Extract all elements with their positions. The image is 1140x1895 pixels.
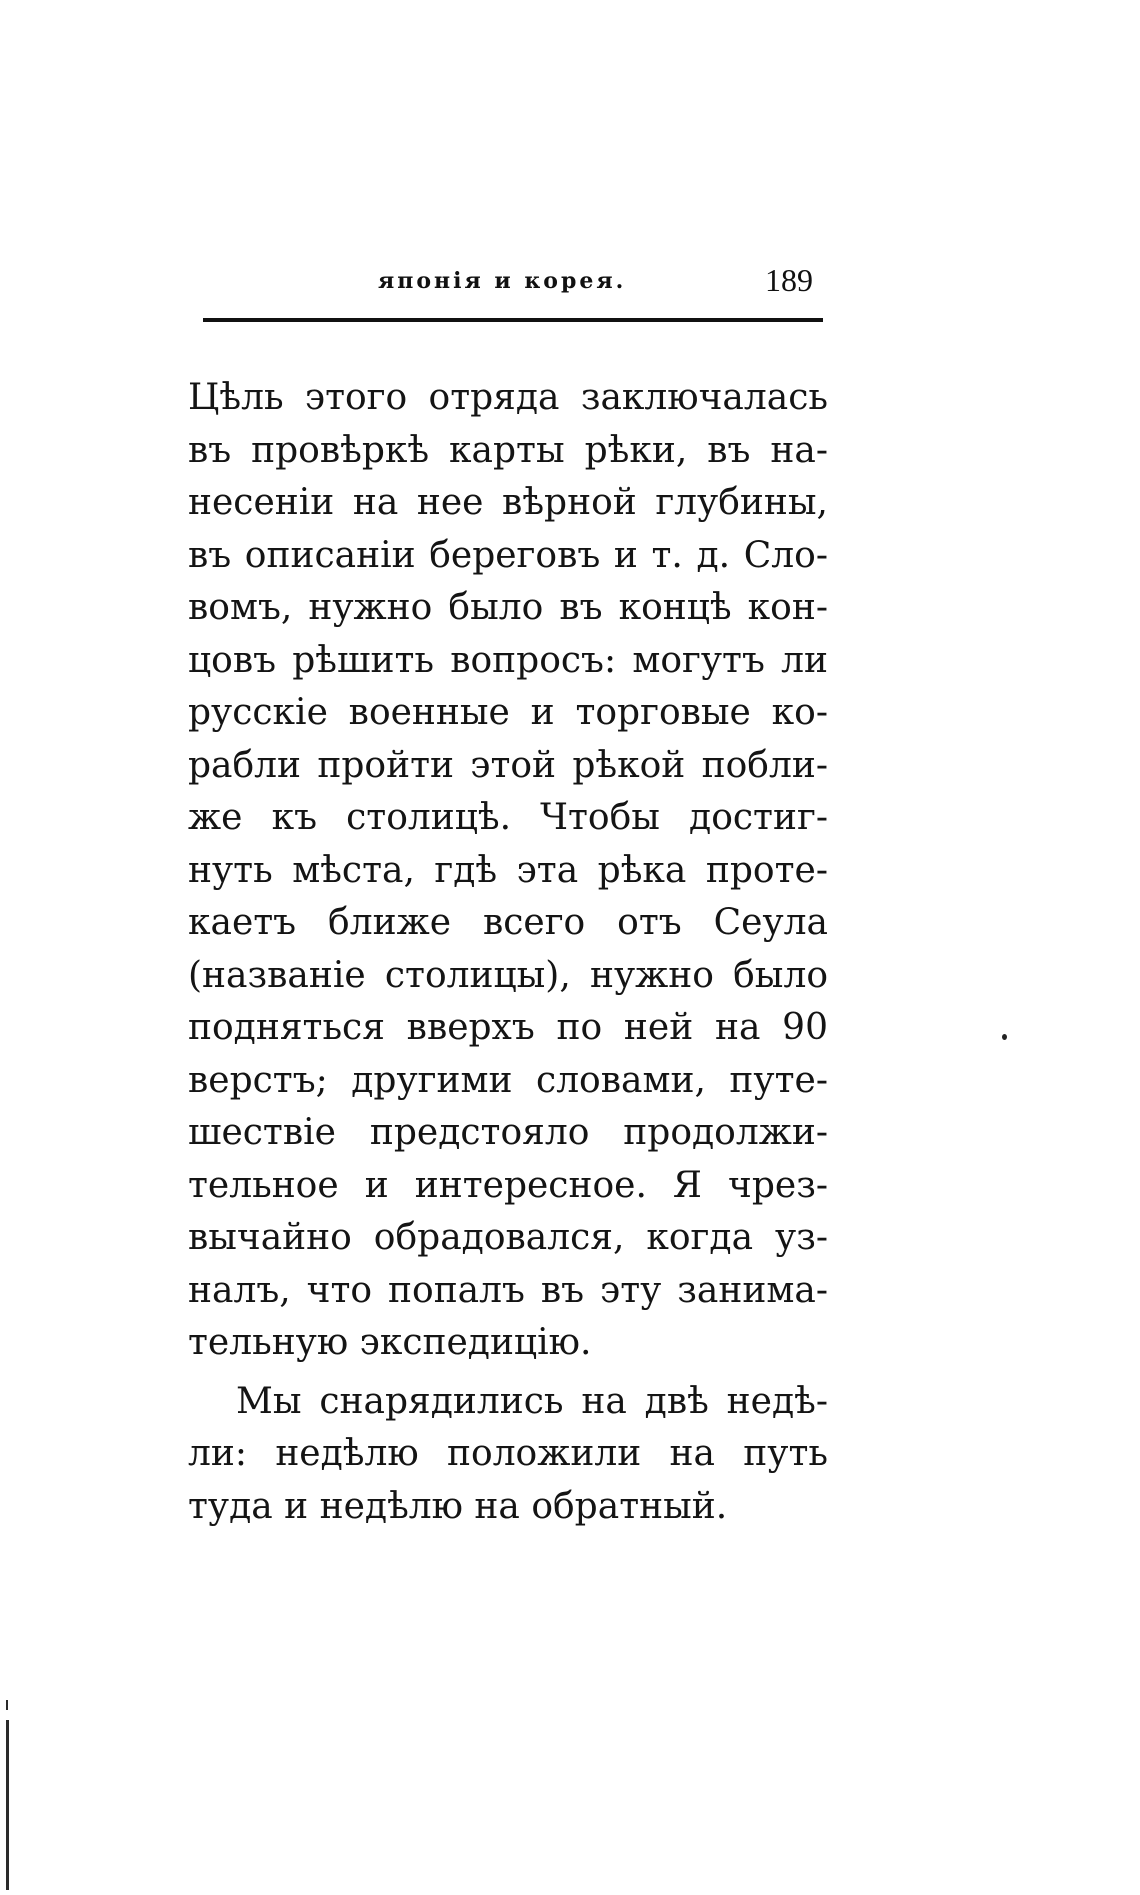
page-header [203,262,823,306]
text-line: каетъ ближе всего отъ Сеула [188,902,828,943]
text-line: русскіе военные и торговые ко- [188,692,828,733]
text-line: цовъ рѣшить вопросъ: могутъ ли [188,639,828,681]
scan-edge-line [6,1720,9,1890]
scan-edge-mark [6,1700,8,1710]
text-line: же къ столицѣ. Чтобы достиг- [188,797,828,838]
text-line: въ описаніи береговъ и т. д. Сло- [188,534,828,576]
text-line: въ провѣркѣ карты рѣки, въ на- [188,429,828,471]
text-line: Цѣль этого отряда заключалась [188,377,828,418]
paragraph [188,1376,828,1534]
running-title: японія и корея. [378,268,627,294]
text-line: Мы снарядились на двѣ недѣ- [236,1380,828,1422]
text-line: вомъ, нужно было въ концѣ кон- [188,587,828,628]
header-rule [203,318,823,322]
text-line: (названіе столицы), нужно было [188,954,828,996]
text-line: тельную экспедицію. [188,1322,592,1363]
text-line: вычайно обрадовался, когда уз- [188,1217,828,1258]
text-line: шествіе предстояло продолжи- [188,1112,828,1153]
ink-speck [1002,1034,1007,1040]
text-line: подняться вверхъ по ней на 90 [188,1007,828,1048]
text-line: тельное и интересное. Я чрез- [188,1164,828,1206]
text-line: ли: недѣлю положили на путь [188,1433,828,1474]
paragraph [188,372,828,1370]
text-line: несеніи на нее вѣрной глубины, [188,482,828,523]
text-line: верстъ; другими словами, путе- [188,1059,828,1101]
text-line: рабли пройти этой рѣкой побли- [188,744,828,786]
text-line: нуть мѣста, гдѣ эта рѣка проте- [188,849,828,891]
body-text [188,372,828,1533]
page-number: 189 [765,262,813,298]
text-line: туда и недѣлю на обратный. [188,1485,728,1527]
text-line: налъ, что попалъ въ эту занима- [188,1269,828,1311]
